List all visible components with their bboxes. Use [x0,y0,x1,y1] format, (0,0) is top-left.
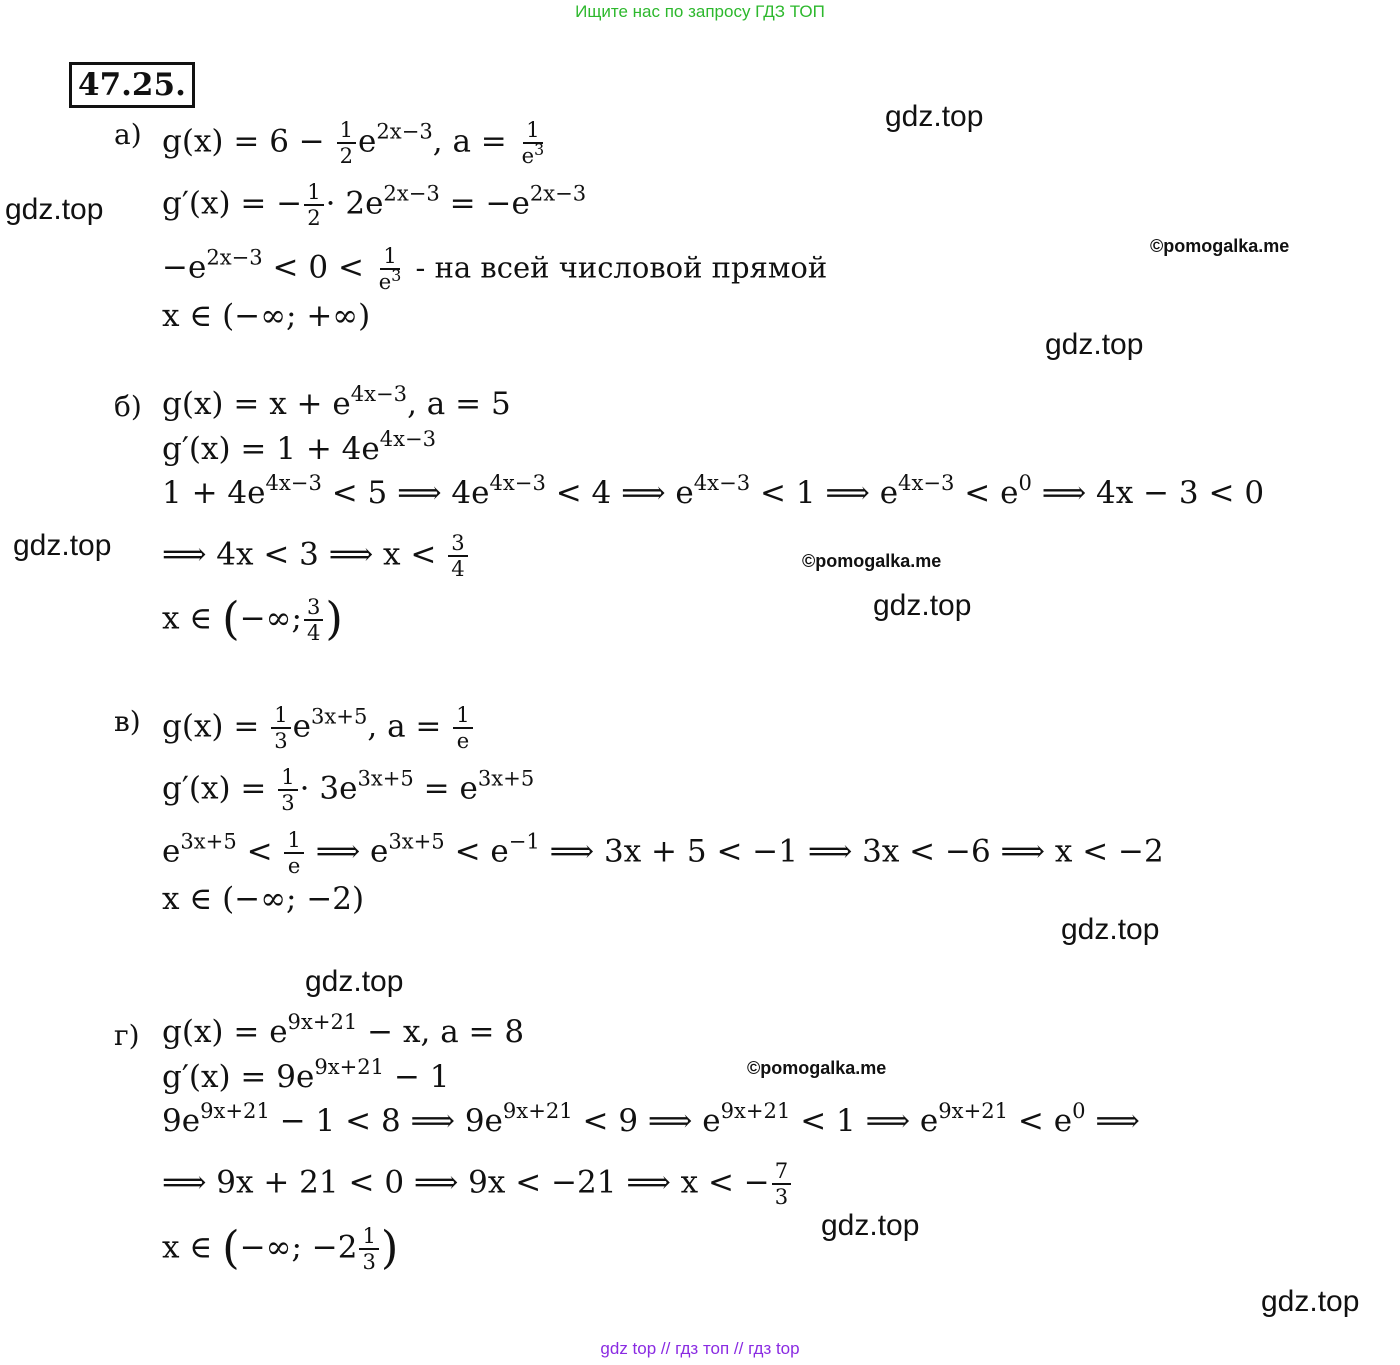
expr: < e [954,475,1019,511]
watermark-gdz: gdz.top [885,100,984,133]
part-b-label: б) [114,390,142,423]
expr: , a = [432,123,517,160]
numerator: 1 [304,180,323,206]
expr: < e [444,833,509,870]
watermark-pomogalka: ©pomogalka.me [747,1058,887,1078]
exponent: 2x−3 [206,244,263,270]
exponent: 9x+21 [314,1053,385,1079]
expr: −∞; −2 [239,1229,358,1266]
part-g-line-4 [162,1159,793,1209]
expr: < 1 ⟹ e [790,1103,939,1139]
expr: 9e [162,1103,201,1139]
expr: − 1 < 8 ⟹ 9e [269,1103,503,1139]
fraction [772,1159,791,1209]
expr: < e [1008,1103,1073,1139]
watermark-gdz: gdz.top [305,965,404,998]
exponent: 9x+21 [938,1097,1009,1123]
expr: · 2e [325,185,384,222]
problem-number: 47.25. [69,62,195,108]
expr: g′(x) = − [162,185,303,222]
exponent: 0 [1018,469,1032,495]
part-a-label: а) [114,118,142,151]
part-g-label: г) [114,1019,140,1052]
expr: g′(x) = 1 + 4e [162,431,380,467]
numerator: 3 [448,531,467,557]
exponent: 3 [534,140,545,160]
watermark-gdz: gdz.top [821,1209,920,1242]
expr: = e [413,770,478,807]
expr: − 1 [384,1059,450,1095]
denominator: 2 [339,143,354,169]
denominator: e [456,728,470,754]
numerator: 1 [380,244,399,270]
denominator: 2 [307,205,321,231]
part-b-line-2 [162,425,437,467]
denominator [519,140,548,169]
exponent: 3x+5 [180,828,237,854]
expr: · 3e [299,770,358,807]
expr: g′(x) = [162,770,277,807]
paren: ) [380,1221,399,1275]
part-v-line-2 [162,765,534,815]
part-g-line-2 [162,1053,450,1095]
exponent: 4x−3 [379,425,437,451]
fraction [519,118,548,168]
denominator: 4 [306,620,321,646]
exponent: 2x−3 [383,180,440,206]
expr: < 0 < [262,249,374,286]
exponent: 9x+21 [287,1008,358,1034]
expr: ⟹ 3x + 5 < −1 ⟹ 3x < −6 ⟹ x < −2 [539,833,1164,870]
expr: e [292,708,311,745]
part-v-line-1 [162,703,475,753]
fraction [304,180,323,230]
fraction [271,703,290,753]
expr: g′(x) = 9e [162,1059,315,1095]
watermark-gdz: gdz.top [1045,328,1144,361]
expr: −e [162,249,207,286]
numerator: 1 [453,703,472,729]
part-b-answer [162,592,343,646]
denominator: 3 [774,1184,789,1210]
denominator-base: e [378,269,392,295]
part-v-label: в) [114,705,141,738]
exponent: 3 [391,266,402,286]
exponent: 4x−3 [265,469,322,495]
watermark-gdz: gdz.top [1061,913,1160,946]
expr: < [236,833,283,870]
part-b-line-3 [162,469,1265,511]
fraction [337,118,356,168]
expr: g(x) = 6 − [162,123,335,160]
exponent: 2x−3 [376,118,433,144]
explanation-text: - на всей числовой прямой [406,250,828,285]
part-v-answer: x ∈ (−∞; −2) [162,881,365,917]
exponent: 3x+5 [310,703,368,729]
part-b-line-1 [162,380,511,422]
expr: ⟹ [1085,1103,1140,1139]
part-g-line-1 [162,1008,525,1050]
numerator: 7 [772,1159,791,1185]
expr: < 4 ⟹ e [545,475,694,511]
expr: ⟹ 4x − 3 < 0 [1031,475,1265,511]
expr: < 9 ⟹ e [572,1103,721,1139]
expr: − x, a = 8 [357,1014,525,1050]
denominator: e [287,853,301,879]
exponent: 9x+21 [720,1097,791,1123]
denominator: 3 [362,1249,376,1275]
expr: < 5 ⟹ 4e [321,475,490,511]
exponent: 4x−3 [350,380,408,406]
expr: ⟹ e [305,833,389,870]
exponent: 4x−3 [489,469,546,495]
expr: ⟹ 9x + 21 < 0 ⟹ 9x < −21 ⟹ x < − [162,1164,770,1201]
part-b-line-4 [162,531,470,581]
watermark-pomogalka: ©pomogalka.me [802,551,942,571]
expr: < 1 ⟹ e [750,475,899,511]
part-g-line-3 [162,1097,1140,1139]
expr: x ∈ [162,1229,223,1266]
denominator [376,266,405,295]
numerator: 1 [359,1224,378,1250]
fraction [304,595,323,645]
exponent: 9x+21 [502,1097,573,1123]
expr: 1 + 4e [162,475,266,511]
watermark-gdz: gdz.top [1261,1285,1360,1318]
expr: , a = 5 [407,386,511,422]
expr: = −e [439,185,530,222]
exponent: 2x−3 [529,180,587,206]
expr: e [358,123,377,160]
fraction [278,765,297,815]
exponent: 3x+5 [357,765,414,791]
fraction [376,244,405,294]
numerator: 1 [271,703,290,729]
fraction [453,703,472,753]
numerator: 1 [523,118,542,144]
numerator: 1 [337,118,356,144]
page-header: Ищите нас по запросу ГДЗ ТОП [575,2,825,21]
part-v-line-3 [162,828,1164,878]
expr: ⟹ 4x < 3 ⟹ x < [162,536,447,573]
fraction [359,1224,378,1274]
numerator: 1 [284,828,303,854]
expr: e [162,833,181,870]
fraction [448,531,467,581]
watermark-gdz: gdz.top [5,193,104,226]
exponent: 4x−3 [693,469,751,495]
exponent: 0 [1072,1097,1086,1123]
exponent: 4x−3 [898,469,955,495]
fraction [284,828,303,878]
exponent: 3x+5 [388,828,445,854]
watermark-gdz: gdz.top [873,589,972,622]
paren: ( [222,1221,240,1275]
expr: g(x) = [162,708,270,745]
paren: ) [325,592,343,646]
exponent: 3x+5 [477,765,535,791]
part-a-line-3 [162,244,827,294]
watermark-gdz: gdz.top [13,529,112,562]
expr: −∞; [239,600,302,637]
expr: g(x) = e [162,1014,288,1050]
expr: x ∈ [162,600,223,637]
part-g-answer [162,1221,399,1275]
numerator: 1 [278,765,297,791]
part-a-line-2 [162,180,586,230]
expr: , a = [367,708,452,745]
part-a-answer: x ∈ (−∞; +∞) [162,298,371,334]
numerator: 3 [304,595,323,621]
denominator-base: e [521,143,535,169]
expr: g(x) = x + e [162,386,351,422]
part-a-line-1 [162,118,549,168]
page-footer: gdz top // гдз топ // гдз top [600,1339,800,1358]
denominator: 3 [274,728,288,754]
watermark-pomogalka: ©pomogalka.me [1150,236,1290,256]
exponent: −1 [508,828,540,854]
denominator: 3 [281,790,295,816]
exponent: 9x+21 [200,1097,270,1123]
paren: ( [222,592,240,646]
denominator: 4 [451,556,465,582]
